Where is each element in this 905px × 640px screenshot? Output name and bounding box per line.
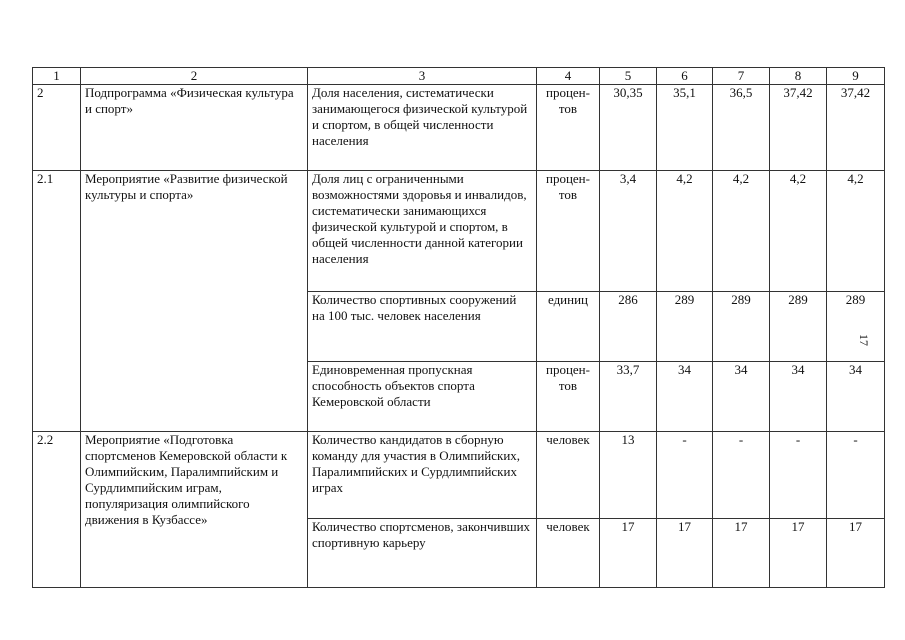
value-cell: 30,35	[600, 85, 657, 171]
unit-cell: человек	[537, 432, 600, 519]
column-number: 3	[308, 68, 537, 85]
indicator-name: Количество спортсменов, закончивших спортивную карьеру	[308, 519, 537, 588]
value-cell: 289	[657, 292, 713, 362]
value-cell: 37,42	[827, 85, 885, 171]
value-cell: 4,2	[770, 171, 827, 292]
column-number: 6	[657, 68, 713, 85]
unit-cell: единиц	[537, 292, 600, 362]
indicator-name: Единовременная пропускная способность объектов спорта Кемеровской области	[308, 362, 537, 432]
column-number: 9	[827, 68, 885, 85]
value-cell: 35,1	[657, 85, 713, 171]
column-number: 4	[537, 68, 600, 85]
value-cell: -	[657, 432, 713, 519]
column-number: 5	[600, 68, 657, 85]
indicator-name: Количество спортивных сооружений на 100 тыс. человек населения	[308, 292, 537, 362]
value-cell: -	[827, 432, 885, 519]
value-cell: 17	[713, 519, 770, 588]
value-cell: 13	[600, 432, 657, 519]
value-cell: -	[770, 432, 827, 519]
value-cell: 4,2	[713, 171, 770, 292]
value-cell: -	[713, 432, 770, 519]
value-cell: 17	[657, 519, 713, 588]
value-cell: 17	[827, 519, 885, 588]
program-name: Подпрограмма «Физическая культура и спорт»	[81, 85, 308, 171]
value-cell: 289	[713, 292, 770, 362]
value-cell: 17	[600, 519, 657, 588]
value-cell: 36,5	[713, 85, 770, 171]
column-number: 2	[81, 68, 308, 85]
indicator-name: Количество кандидатов в сборную команду для участия в Олимпийских, Паралимпийских и Сурдлимпийских играх	[308, 432, 537, 519]
column-number: 1	[33, 68, 81, 85]
column-number: 8	[770, 68, 827, 85]
value-cell: 4,2	[827, 171, 885, 292]
row-code: 2	[33, 85, 81, 171]
table-row	[33, 171, 885, 292]
indicator-name: Доля населения, систематически занимающегося физической культурой и спортом, в общей численности населения	[308, 85, 537, 171]
event-name: Мероприятие «Развитие физической культуры и спорта»	[81, 171, 308, 432]
value-cell: 289	[770, 292, 827, 362]
value-cell: 37,42	[770, 85, 827, 171]
unit-cell: процен-тов	[537, 85, 600, 171]
value-cell: 33,7	[600, 362, 657, 432]
table-row	[33, 432, 885, 519]
unit-cell: человек	[537, 519, 600, 588]
unit-cell: процен-тов	[537, 171, 600, 292]
value-cell: 286	[600, 292, 657, 362]
row-code: 2.2	[33, 432, 81, 588]
indicator-name: Доля лиц с ограниченными возможностями здоровья и инвалидов, систематически занимающихся физической культурой и спортом, в общей численности данной категории населения	[308, 171, 537, 292]
value-cell: 34	[827, 362, 885, 432]
table-row	[33, 85, 885, 171]
event-name: Мероприятие «Подготовка спортсменов Кемеровской области к Олимпийским, Паралимпийским и Сурдлимпийским играм, популяризация олимпийского движения в Кузбассе»	[81, 432, 308, 588]
value-cell: 3,4	[600, 171, 657, 292]
value-cell: 4,2	[657, 171, 713, 292]
value-cell: 289	[827, 292, 885, 362]
value-cell: 17	[770, 519, 827, 588]
value-cell: 34	[770, 362, 827, 432]
row-code: 2.1	[33, 171, 81, 432]
page-number: 17	[857, 334, 871, 346]
column-number: 7	[713, 68, 770, 85]
column-number-row	[33, 68, 885, 85]
indicators-table	[32, 67, 885, 588]
unit-cell: процен-тов	[537, 362, 600, 432]
value-cell: 34	[657, 362, 713, 432]
value-cell: 34	[713, 362, 770, 432]
